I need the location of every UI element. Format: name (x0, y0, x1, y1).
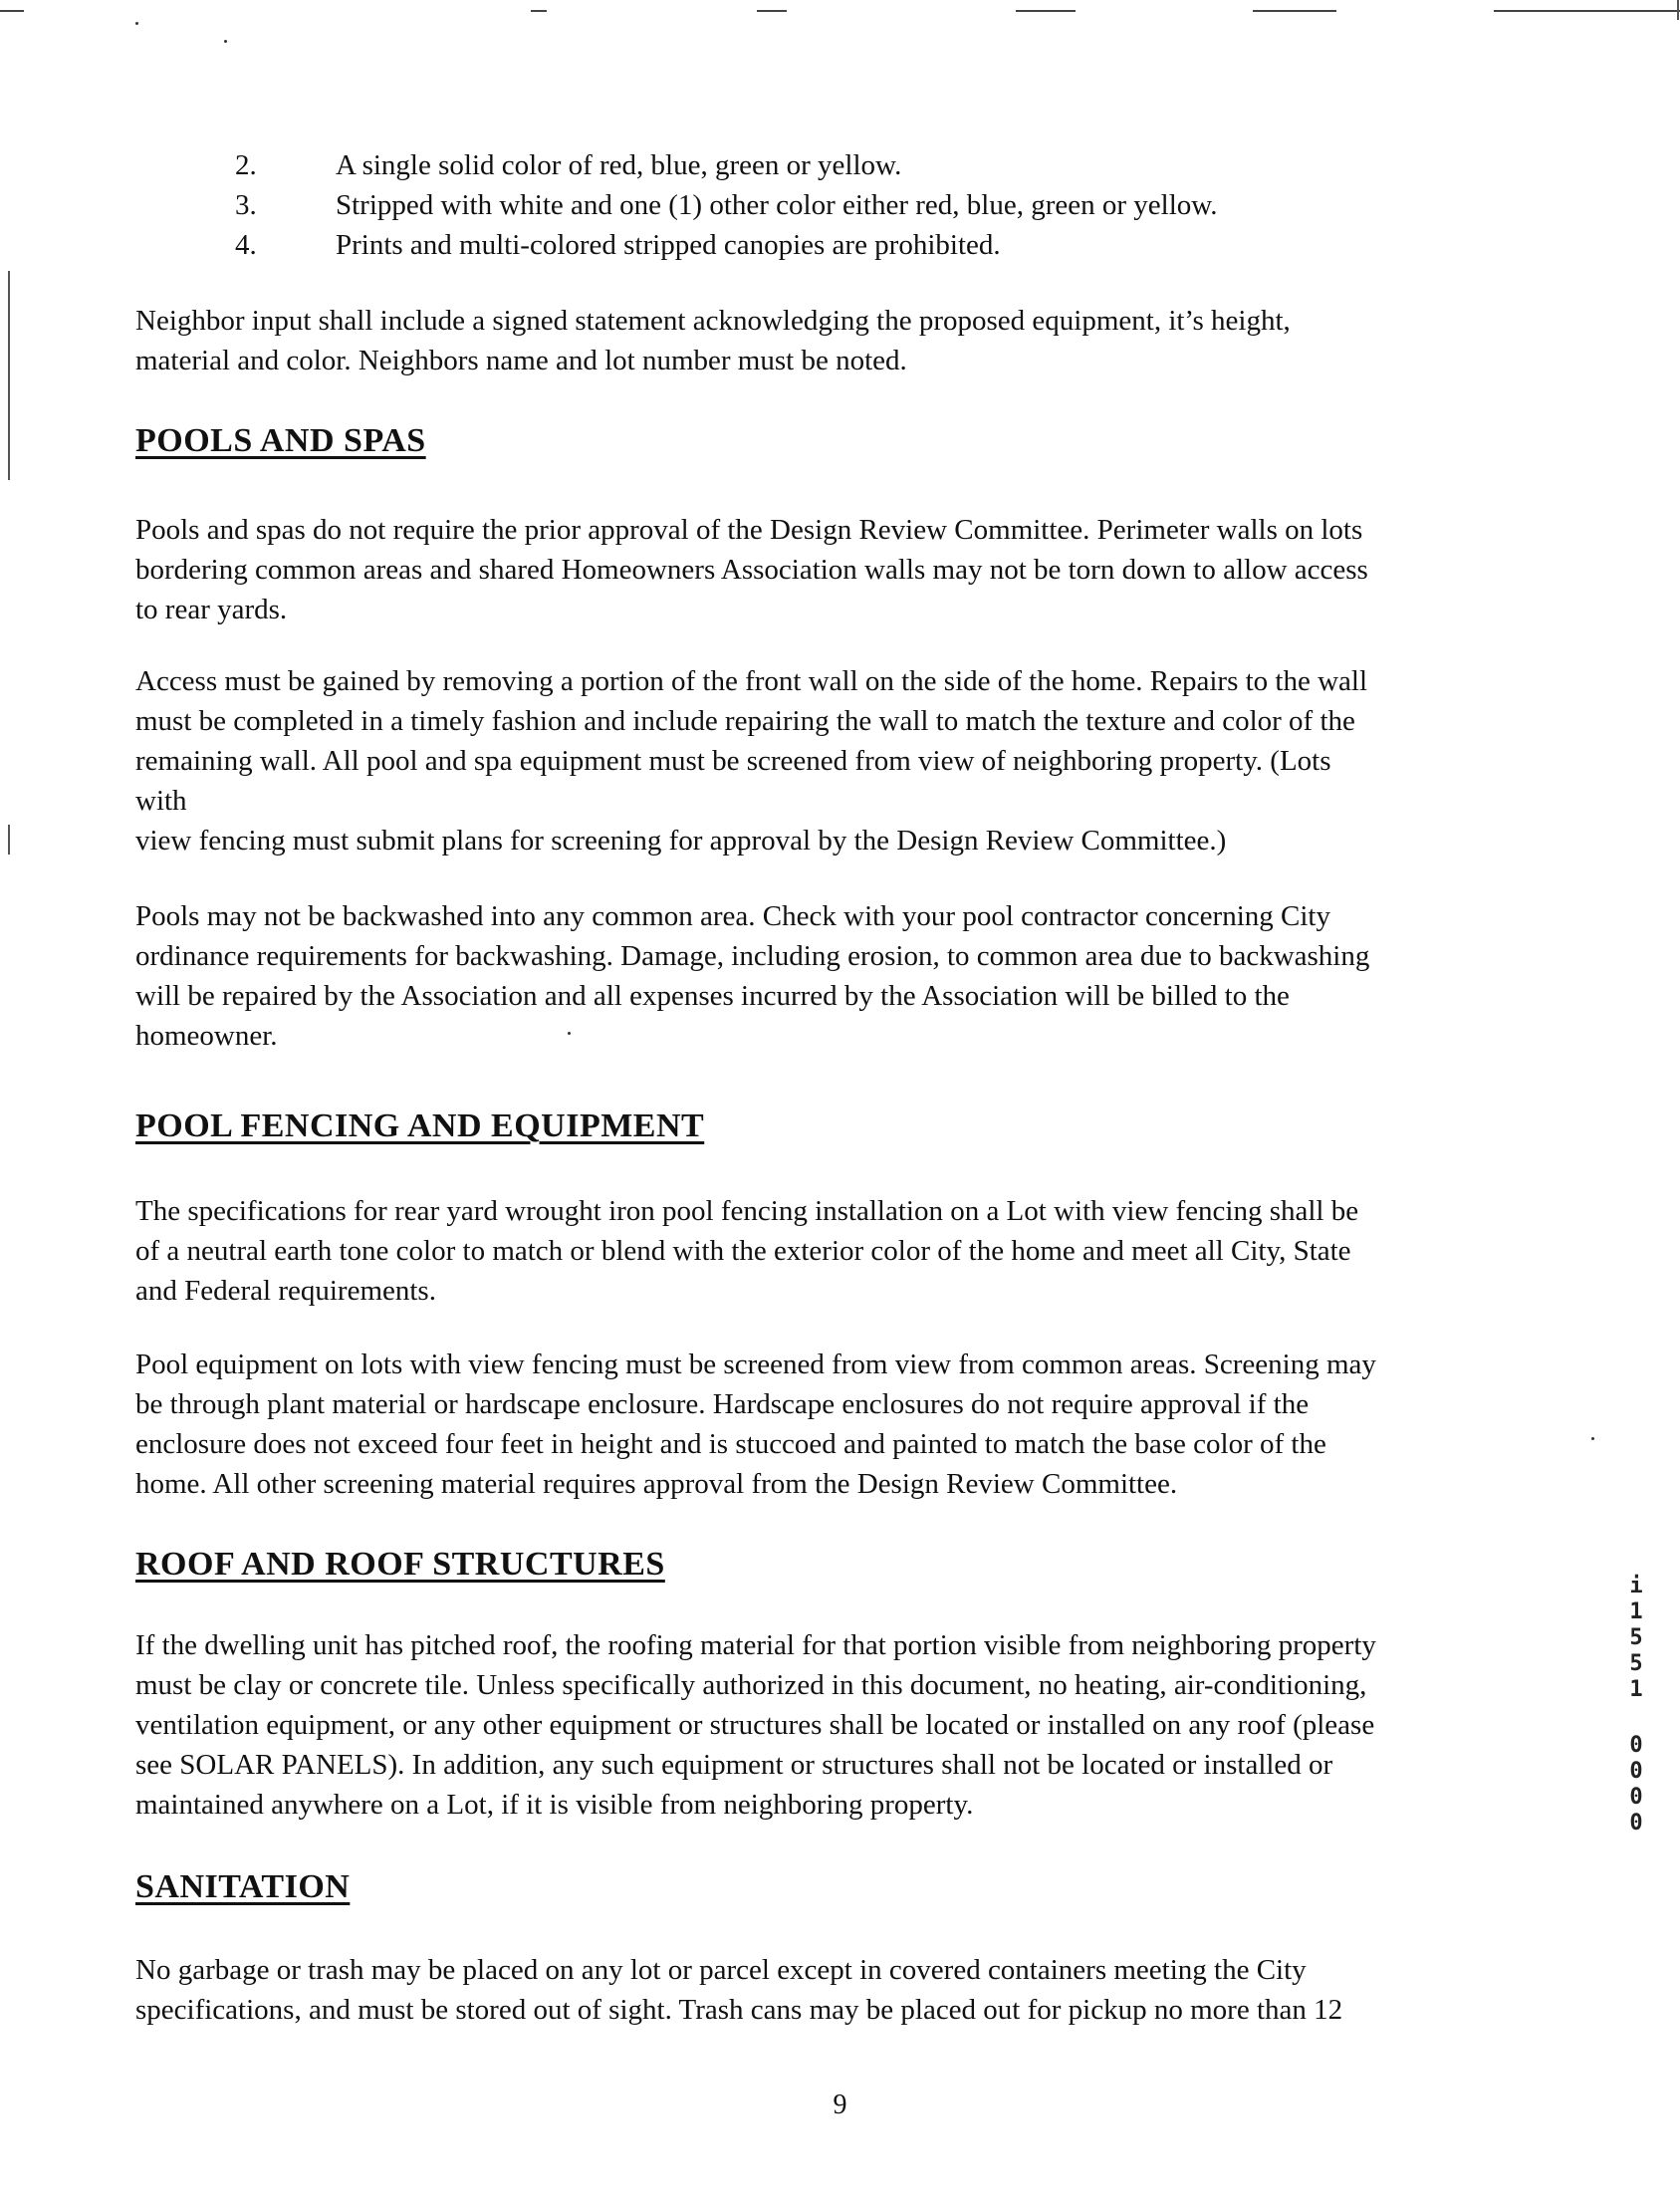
scan-artifact (757, 10, 787, 12)
text-line: Pool equipment on lots with view fencing must be screened from view from common areas. Screening may (135, 1349, 1376, 1380)
stamp-char: 0 (1629, 1811, 1643, 1836)
scan-artifact (135, 22, 138, 25)
list-text: A single solid color of red, blue, green or yellow. (336, 149, 902, 181)
scan-artifact (531, 10, 547, 12)
stamp-char: 1 (1629, 1599, 1643, 1624)
fencing-paragraph-1 (135, 1191, 1556, 1311)
list-number: 3. (235, 189, 257, 221)
text-line: specifications, and must be stored out of sight. Trash cans may be placed out for pickup no more than 12 (135, 1994, 1343, 2026)
stamp-char: 0 (1629, 1733, 1643, 1758)
stamp-char: 0 (1629, 1759, 1643, 1784)
scan-artifact (1253, 10, 1336, 12)
stamp-char: 5 (1629, 1625, 1643, 1650)
text-line: be through plant material or hardscape enclosure. Hardscape enclosures do not require approval if the (135, 1388, 1310, 1420)
section-heading-fencing: POOL FENCING AND EQUIPMENT (135, 1107, 705, 1144)
text-line: Access must be gained by removing a portion of the front wall on the side of the home. Repairs to the wall (135, 665, 1368, 697)
text-line: homeowner. (135, 1020, 278, 1052)
text-line: remaining wall. All pool and spa equipment must be screened from view of neighboring property. (Lots (135, 745, 1331, 777)
text-line: with (135, 785, 187, 817)
text-line: maintained anywhere on a Lot, if it is visible from neighboring property. (135, 1789, 974, 1821)
neighbor-input-paragraph (135, 301, 1556, 380)
document-stamp (1621, 1574, 1651, 1837)
pools-paragraph-3 (135, 896, 1556, 1056)
scan-artifact (1016, 10, 1076, 12)
scan-artifact (1494, 10, 1680, 12)
section-heading-roof: ROOF AND ROOF STRUCTURES (135, 1546, 665, 1583)
text-line: and Federal requirements. (135, 1275, 436, 1307)
list-number: 4. (235, 229, 257, 261)
text-line: No garbage or trash may be placed on any lot or parcel except in covered containers meeting the City (135, 1954, 1307, 1986)
scan-artifact (1677, 0, 1679, 20)
scan-artifact (1591, 1437, 1594, 1440)
fencing-paragraph-2 (135, 1345, 1556, 1504)
text-line: to rear yards. (135, 594, 288, 625)
text-line: see SOLAR PANELS). In addition, any such equipment or structures shall not be located or installed or (135, 1749, 1333, 1781)
text-line: must be completed in a timely fashion and include repairing the wall to match the texture and color of the (135, 705, 1355, 737)
text-line: Pools and spas do not require the prior approval of the Design Review Committee. Perimeter walls on lots (135, 514, 1363, 546)
pools-paragraph-1 (135, 510, 1556, 629)
list-number: 2. (235, 149, 257, 181)
text-line: enclosure does not exceed four feet in height and is stuccoed and painted to match the base color of the (135, 1428, 1326, 1460)
scan-artifact (0, 10, 24, 12)
scan-artifact (224, 40, 227, 43)
text-line: Neighbor input shall include a signed statement acknowledging the proposed equipment, it’s height, (135, 305, 1291, 337)
section-heading-sanitation: SANITATION (135, 1868, 351, 1905)
text-line: ordinance requirements for backwashing. Damage, including erosion, to common area due to backwashing (135, 940, 1370, 972)
text-line: will be repaired by the Association and all expenses incurred by the Association will be billed to the (135, 980, 1290, 1012)
text-line: home. All other screening material requires approval from the Design Review Committee. (135, 1468, 1178, 1500)
stamp-char: 1 (1629, 1677, 1643, 1702)
list-text: Prints and multi-colored stripped canopies are prohibited. (336, 229, 1001, 261)
list-text: Stripped with white and one (1) other color either red, blue, green or yellow. (336, 189, 1218, 221)
text-line: ventilation equipment, or any other equipment or structures shall be located or installed on any roof (please (135, 1709, 1375, 1741)
pools-paragraph-2 (135, 661, 1556, 860)
stamp-char: 0 (1629, 1785, 1643, 1810)
text-line: material and color. Neighbors name and lot number must be noted. (135, 345, 907, 376)
text-line: Pools may not be backwashed into any common area. Check with your pool contractor concerning City (135, 900, 1330, 932)
page-number: 9 (833, 2089, 847, 2120)
text-line: of a neutral earth tone color to match or blend with the exterior color of the home and meet all City, State (135, 1235, 1351, 1267)
text-line: The specifications for rear yard wrought iron pool fencing installation on a Lot with view fencing shall be (135, 1195, 1359, 1227)
section-heading-pools: POOLS AND SPAS (135, 422, 426, 459)
text-line: If the dwelling unit has pitched roof, the roofing material for that portion visible from neighboring property (135, 1629, 1376, 1661)
scan-artifact (8, 825, 10, 855)
text-line: bordering common areas and shared Homeowners Association walls may not be torn down to allow access (135, 554, 1368, 586)
roof-paragraph-1 (135, 1625, 1556, 1825)
stamp-char: 5 (1629, 1651, 1643, 1676)
text-line: must be clay or concrete tile. Unless specifically authorized in this document, no heating, air-conditioning, (135, 1669, 1367, 1701)
text-line: view fencing must submit plans for screening for approval by the Design Review Committee.) (135, 825, 1227, 857)
sanitation-paragraph-1 (135, 1950, 1556, 2030)
scan-artifact (8, 271, 10, 480)
stamp-char: i (1629, 1574, 1643, 1598)
